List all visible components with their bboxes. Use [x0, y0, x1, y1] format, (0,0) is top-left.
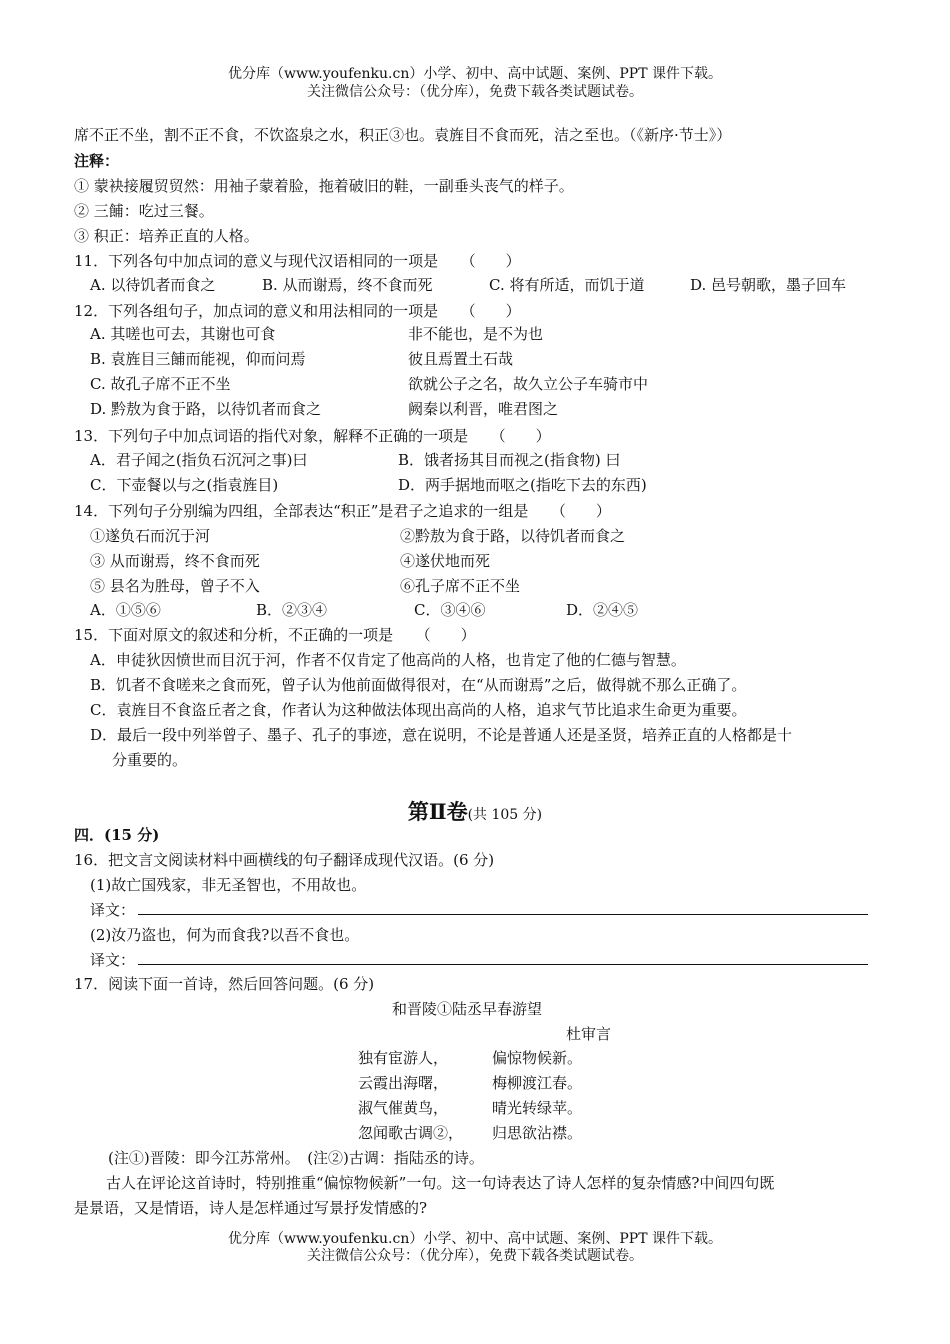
part2-title: 第Ⅱ卷	[407, 799, 468, 824]
poem-line-right: 梅柳渡江春。	[492, 1074, 583, 1092]
q15-option-d: D．最后一段中列举曾子、墨子、孔子的事迹，意在说明，不论是普通人还是圣贤，培养正直的人格都是十	[90, 726, 793, 744]
q14-option-a: A．①⑤⑥	[90, 601, 161, 619]
poem-line-left: 独有宦游人，	[358, 1049, 449, 1067]
q15-option-b: B．饥者不食嗟来之食而死，曾子认为他前面做得很对，在“从而谢焉”之后，做得就不那么正确了。	[90, 676, 747, 694]
q14-stem: 14．下列句子分别编为四组，全部表达“积正”是君子之追求的一组是 （ ）	[74, 502, 611, 520]
q15-stem: 15．下面对原文的叙述和分析，不正确的一项是 （ ）	[74, 626, 476, 644]
q14-sentence-2: ②黔敖为食于路，以待饥者而食之	[400, 527, 626, 545]
poem-title: 和晋陵①陆丞早春游望	[392, 1000, 543, 1018]
poem-line-right: 偏惊物候新。	[492, 1049, 583, 1067]
q14-option-d: D．②④⑤	[566, 601, 639, 619]
passage-end: 席不正不坐，割不正不食，不饮盗泉之水，积正③也。袁旌目不食而死，洁之至也。（《新序·节士》）	[74, 126, 732, 144]
poem-line-left: 忽闻歌古调②，	[358, 1124, 464, 1142]
q13-option-c: C．下壶餐以与之(指袁旌目)	[90, 476, 279, 494]
poem-author: 杜审言	[566, 1025, 612, 1043]
q13-option-b: B．饿者扬其目而视之(指食物) 曰	[398, 451, 621, 469]
q17-question-line-1: 古人在评论这首诗时，特别推重“偏惊物候新”一句。这一句诗表达了诗人怎样的复杂情感?中间四句既	[106, 1174, 775, 1192]
q16-answer-label-1: 译文：	[90, 901, 136, 919]
q11-option-d: D. 邑号朝歌，墨子回车	[690, 276, 847, 294]
q11-option-b: B. 从而谢焉，终不食而死	[262, 276, 433, 294]
note-item: ① 蒙袂接履贸贸然：用袖子蒙着脸，拖着破旧的鞋，一副垂头丧气的样子。	[74, 177, 574, 195]
q12-option-a-right: 非不能也，是不为也	[408, 325, 544, 343]
q16-answer-line-2[interactable]	[138, 964, 868, 965]
q11-stem: 11．下列各句中加点词的意义与现代汉语相同的一项是 （ ）	[74, 252, 521, 270]
q12-option-a-left: A. 其嗟也可去，其谢也可食	[90, 325, 276, 343]
q14-option-b: B．②③④	[256, 601, 328, 619]
q12-option-b-right: 彼且焉置土石哉	[408, 350, 514, 368]
note-item: ② 三餔：吃过三餐。	[74, 202, 214, 220]
q11-option-c: C. 将有所适，而饥于道	[489, 276, 645, 294]
header-line-2: 关注微信公众号：（优分库），免费下载各类试题试卷。	[307, 84, 643, 100]
header-line-1: 优分库（www.youfenku.cn）小学、初中、高中试题、案例、PPT 课件下载。	[227, 66, 722, 82]
part2-score: (共 105 分)	[467, 807, 543, 823]
q11-option-a: A. 以待饥者而食之	[90, 276, 216, 294]
q12-stem: 12．下列各组句子，加点词的意义和用法相同的一项是 （ ）	[74, 302, 521, 320]
poem-line-right: 晴光转绿苹。	[492, 1099, 583, 1117]
q16-sentence-1: (1)故亡国残家，非无圣智也，不用故也。	[90, 876, 367, 894]
q13-stem: 13．下列句子中加点词语的指代对象，解释不正确的一项是 （ ）	[74, 427, 551, 445]
q12-option-d-left: D. 黔敖为食于路，以待饥者而食之	[90, 400, 322, 418]
q14-sentence-6: ⑥孔子席不正不坐	[400, 577, 521, 595]
poem-line-right: 归思欲沾襟。	[492, 1124, 583, 1142]
q14-sentence-4: ④遂伏地而死	[400, 552, 491, 570]
q13-option-a: A．君子闻之(指负石沉河之事)曰	[90, 451, 308, 469]
q12-option-b-left: B. 袁旌目三餔而能视，仰而问焉	[90, 350, 306, 368]
q12-option-c-left: C. 故孔子席不正不坐	[90, 375, 231, 393]
q17-stem: 17．阅读下面一首诗，然后回答问题。(6 分)	[74, 975, 375, 993]
q14-sentence-3: ③ 从而谢焉，终不食而死	[90, 552, 260, 570]
q16-sentence-2: (2)汝乃盗也，何为而食我?以吾不食也。	[90, 926, 360, 944]
q15-option-d-cont: 分重要的。	[112, 751, 188, 769]
q16-answer-label-2: 译文：	[90, 951, 136, 969]
notes-title: 注释：	[74, 152, 120, 170]
q15-option-c: C．袁旌目不食盗丘者之食，作者认为这种做法体现出高尚的人格，追求气节比追求生命更为重要。	[90, 701, 747, 719]
q16-answer-line-1[interactable]	[138, 914, 868, 915]
q14-option-c: C．③④⑥	[414, 601, 486, 619]
q12-option-c-right: 欲就公子之名，故久立公子车骑市中	[408, 375, 649, 393]
q15-option-a: A．申徒狄因愤世而目沉于河，作者不仅肯定了他高尚的人格，也肯定了他的仁德与智慧。	[90, 651, 686, 669]
section-4-heading: 四．(15 分)	[74, 826, 160, 844]
note-item: ③ 积正：培养正直的人格。	[74, 227, 259, 245]
poem-notes: (注①)晋陵：即今江苏常州。 (注②)古调：指陆丞的诗。	[108, 1149, 484, 1167]
part2-heading	[0, 796, 950, 826]
footer-line-1: 优分库（www.youfenku.cn）小学、初中、高中试题、案例、PPT 课件下载。	[227, 1231, 722, 1247]
poem-line-left: 云霞出海曙，	[358, 1074, 449, 1092]
poem-line-left: 淑气催黄鸟，	[358, 1099, 449, 1117]
footer-line-2: 关注微信公众号：（优分库），免费下载各类试题试卷。	[307, 1248, 643, 1264]
q13-option-d: D．两手据地而呕之(指吃下去的东西)	[398, 476, 647, 494]
q17-question-line-2: 是景语，又是情语，诗人是怎样通过写景抒发情感的?	[74, 1199, 428, 1217]
q12-option-d-right: 阙秦以利晋，唯君图之	[408, 400, 559, 418]
q16-stem: 16．把文言文阅读材料中画横线的句子翻译成现代汉语。(6 分)	[74, 851, 495, 869]
q14-sentence-5: ⑤ 县名为胜母，曾子不入	[90, 577, 260, 595]
q14-sentence-1: ①遂负石而沉于河	[90, 527, 211, 545]
